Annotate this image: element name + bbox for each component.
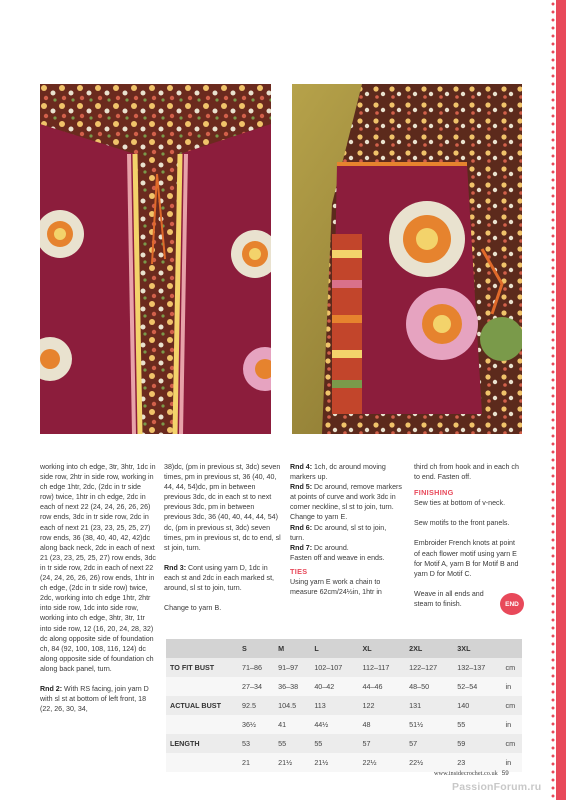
table-row <box>166 734 522 753</box>
paragraph-french-knots: Embroider French knots at point of each flower motif using yarn E for Motif A, yarn B for Motif B and yarn D for Motif C. <box>414 539 519 578</box>
table-row <box>166 696 522 715</box>
table-cell: 55 <box>274 734 310 753</box>
table-row <box>166 715 522 734</box>
table-header-cell: L <box>310 639 358 658</box>
section-heading-finishing: FINISHING <box>414 488 454 498</box>
section-heading-ties: TIES <box>290 566 308 576</box>
table-cell-unit: cm <box>501 658 522 677</box>
table-cell: 140 <box>453 696 501 715</box>
paragraph-sew-motifs: Sew motifs to the front panels. <box>414 519 510 528</box>
table-cell-unit: in <box>501 715 522 734</box>
paragraph-rnd2-continued: 38)dc, (pm in previous st, 3dc) seven times, pm in previous st, 36 (40, 40, 44, 44, 54)dc, pm in between previous 3dc, dc in each st to next previous 3dc, pm in between previous 3dc, 36 (40, 40, 44, 44, 54) dc, (pm in previous st, 3dc) seven times, pm in previous st, dc to end, sl st join, turn. <box>164 463 281 552</box>
paragraph-rnd6 <box>290 523 402 543</box>
row-label <box>166 715 238 734</box>
rnd2-label: Rnd 2: <box>40 684 63 693</box>
photo-vest-side <box>292 84 522 434</box>
table-row <box>166 677 522 696</box>
table-cell: 122 <box>359 696 406 715</box>
page-edge-stripe <box>556 0 566 800</box>
paragraph-rnd4 <box>290 462 402 482</box>
table-cell: 57 <box>405 734 453 753</box>
rnd6-text: Dc around, sl st to join, turn. <box>290 523 387 542</box>
page-footer <box>434 770 509 777</box>
watermark: PassionForum.ru <box>452 781 542 793</box>
table-cell: 21 <box>238 753 274 772</box>
table-cell: 36½ <box>238 715 274 734</box>
table-cell: 57 <box>359 734 406 753</box>
paragraph-rnd7 <box>290 543 402 553</box>
table-cell-unit: in <box>501 753 522 772</box>
row-label: LENGTH <box>166 734 238 753</box>
footer-website[interactable]: www.insidecrochet.co.uk <box>434 770 498 777</box>
table-cell: 59 <box>453 734 501 753</box>
table-header-cell: 2XL <box>405 639 453 658</box>
text-column-2 <box>164 462 282 623</box>
table-cell: 53 <box>238 734 274 753</box>
table-cell: 22½ <box>359 753 406 772</box>
table-cell: 55 <box>453 715 501 734</box>
rnd7-text: Dc around. <box>312 543 349 552</box>
paragraph-rnd5 <box>290 482 402 512</box>
table-cell: 71–86 <box>238 658 274 677</box>
paragraph-change-yarn-e: Change to yarn E. <box>290 513 348 522</box>
table-cell: 23 <box>453 753 501 772</box>
table-cell: 36–38 <box>274 677 310 696</box>
table-cell: 113 <box>310 696 358 715</box>
rnd5-label: Rnd 5: <box>290 483 313 492</box>
size-table <box>166 639 522 772</box>
table-cell: 27–34 <box>238 677 274 696</box>
table-cell: 40–42 <box>310 677 358 696</box>
table-cell-unit: cm <box>501 734 522 753</box>
table-cell: 51½ <box>405 715 453 734</box>
table-cell: 22½ <box>405 753 453 772</box>
paragraph-fasten-off: Fasten off and weave in ends. <box>290 553 385 562</box>
table-cell: 55 <box>310 734 358 753</box>
rnd4-label: Rnd 4: <box>290 463 313 471</box>
paragraph-ties: Using yarn E work a chain to measure 62cm/24½in, 1htr in <box>290 578 382 597</box>
row-label <box>166 677 238 696</box>
table-cell: 91–97 <box>274 658 310 677</box>
page-number: 59 <box>501 770 509 777</box>
rnd3-text: Cont using yarn D, 1dc in each st and 2dc in each marked st, around, sl st to join, turn. <box>164 563 275 593</box>
row-label <box>166 753 238 772</box>
rnd7-label: Rnd 7: <box>290 543 313 552</box>
rnd5-text: Dc around, remove markers at points of curve and work 3dc in corner neckline, sl st to join, turn. <box>290 483 402 512</box>
table-header-cell <box>166 639 238 658</box>
rnd6-label: Rnd 6: <box>290 523 313 532</box>
table-cell: 102–107 <box>310 658 358 677</box>
table-cell-unit: cm <box>501 696 522 715</box>
rnd4-text: 1ch, dc around moving markers up. <box>290 463 386 482</box>
row-label: TO FIT BUST <box>166 658 238 677</box>
table-header-cell: M <box>274 639 310 658</box>
table-cell: 52–54 <box>453 677 501 696</box>
table-cell: 104.5 <box>274 696 310 715</box>
table-cell: 131 <box>405 696 453 715</box>
paragraph-weave-ends: Weave in all ends and steam to finish. <box>414 589 484 608</box>
table-cell: 41 <box>274 715 310 734</box>
photo-vest-front <box>40 84 271 434</box>
table-cell: 132–137 <box>453 658 501 677</box>
table-cell-unit: in <box>501 677 522 696</box>
table-cell: 21½ <box>274 753 310 772</box>
table-header-cell: XL <box>359 639 406 658</box>
rnd2-text: With RS facing, join yarn D with sl st at bottom of left front, 18 (22, 26, 30, 34, <box>40 684 149 714</box>
text-column-3 <box>290 462 402 597</box>
table-cell: 112–117 <box>359 658 406 677</box>
paragraph-rnd3 <box>164 563 282 593</box>
table-cell: 21½ <box>310 753 358 772</box>
table-cell: 92.5 <box>238 696 274 715</box>
row-label: ACTUAL BUST <box>166 696 238 715</box>
table-cell: 44–46 <box>359 677 406 696</box>
table-header-row <box>166 639 522 658</box>
paragraph-rnd2 <box>40 684 156 714</box>
table-header-cell <box>501 639 522 658</box>
paragraph-change-yarn-b: Change to yarn B. <box>164 604 222 613</box>
table-cell: 48–50 <box>405 677 453 696</box>
paragraph-sew-ties: Sew ties at bottom of v-neck. <box>414 499 506 508</box>
paragraph-ties-continued: third ch from hook and in each ch to end. Fasten off. <box>414 463 519 482</box>
rnd3-label: Rnd 3: <box>164 563 187 572</box>
text-column-1 <box>40 462 156 724</box>
table-cell: 44½ <box>310 715 358 734</box>
table-cell: 122–127 <box>405 658 453 677</box>
table-header-cell: 3XL <box>453 639 501 658</box>
end-badge: END <box>500 593 524 615</box>
table-header-cell: S <box>238 639 274 658</box>
table-row <box>166 658 522 677</box>
paragraph-rnd1-continued: working into ch edge, 3tr, 3htr, 1dc in side row, 2htr in side row, working in ch edge 1htr, 2dc, (2dc in tr side row) twice, 1htr in ch edge, 2dc in each of next 22 (24, 24, 26, 26, 26) row ends, 3dc in tr side row, 2dc in each of next 21 (23, 23, 25, 25, 27) row ends, 36 (38, 40, 40, 42, 42)dc along back neck, 2dc in each of next 21 (23, 23, 25, 25, 27) row ends, 3dc in tr side row, 2dc in each of next 22 (24, 24, 26, 26, 26) row ends, 1htr in ch edge, (2dc in tr side row) twice, 2dc, working into ch edge 1htr, 2htr into side row, 1dc into side row, working into ch edge, 3htr, 3tr, 1tr into side row, 12 (16, 20, 24, 28, 32) dc along opposite side of foundation ch, 84 (92, 100, 108, 116, 124) dc along opposite side of foundation ch along back panel, turn. <box>40 463 156 673</box>
table-cell: 48 <box>359 715 406 734</box>
